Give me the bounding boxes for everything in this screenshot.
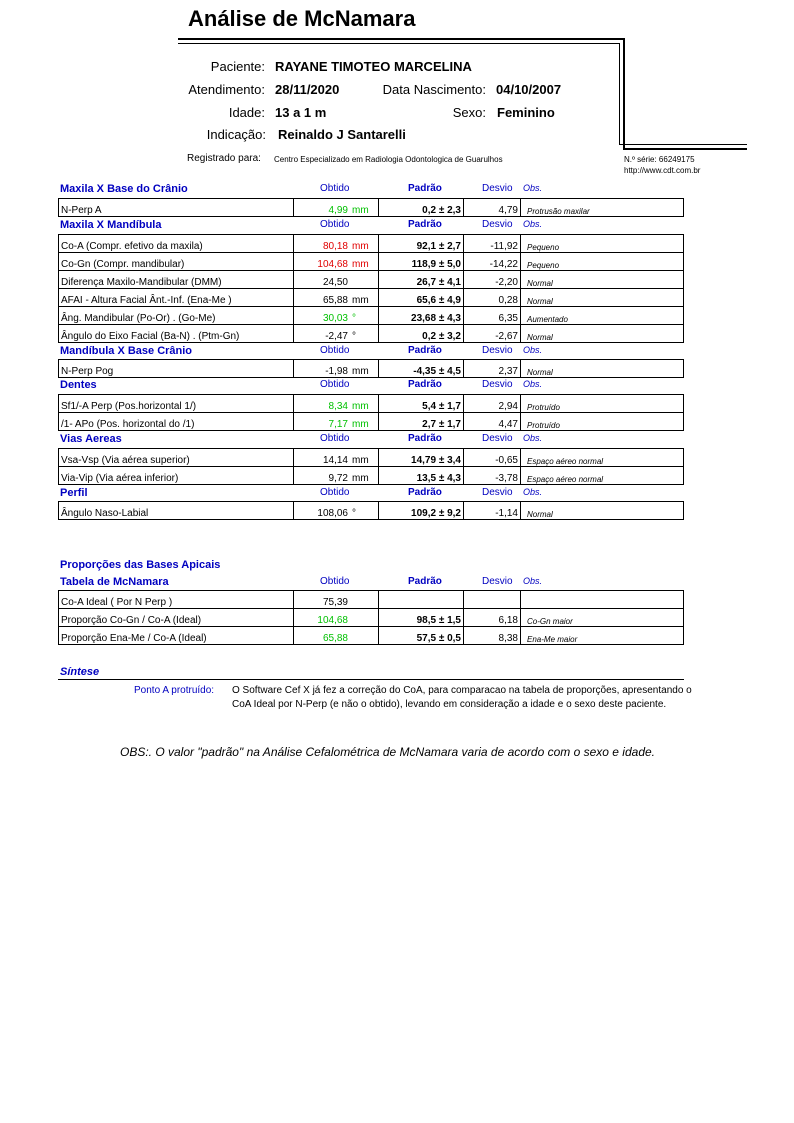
obs-value: Protruído xyxy=(521,395,684,413)
obtido-value: 4,99 xyxy=(328,205,348,216)
padrao-value: 14,79 ± 3,4 xyxy=(379,449,464,467)
table-row xyxy=(59,307,684,325)
measure-name: Co-Gn (Compr. mandibular) xyxy=(59,253,294,271)
obs-value: Ena-Me maior xyxy=(521,627,684,645)
proporcoes-title: Proporções das Bases Apicais xyxy=(60,559,221,571)
indicacao-value: Reinaldo J Santarelli xyxy=(278,127,406,142)
table-row xyxy=(59,360,684,378)
frame-line xyxy=(178,43,620,44)
measure-value xyxy=(294,235,379,253)
obtido-value: 65,88 xyxy=(322,633,348,644)
column-header-desvio: Desvio xyxy=(482,183,513,194)
measure-value xyxy=(294,395,379,413)
desvio-value: -1,14 xyxy=(464,502,521,520)
section-title: Perfil xyxy=(60,487,88,499)
obtido-unit: mm xyxy=(352,366,369,377)
measure-name: Sf1/-A Perp (Pos.horizontal 1/) xyxy=(59,395,294,413)
table-row xyxy=(59,467,684,485)
measure-name: /1- APo (Pos. horizontal do /1) xyxy=(59,413,294,431)
measure-name: Ângulo Naso-Labial xyxy=(59,502,294,520)
paciente-label: Paciente: xyxy=(210,59,265,74)
obtido-unit: mm xyxy=(352,205,369,216)
frame-line xyxy=(619,43,620,144)
column-header-obs: Obs. xyxy=(523,345,543,355)
measurement-table xyxy=(58,359,684,378)
measurement-table xyxy=(58,394,684,431)
column-header-obs: Obs. xyxy=(523,576,543,586)
measure-name: Ângulo do Eixo Facial (Ba-N) . (Ptm-Gn) xyxy=(59,325,294,343)
obs-value: Pequeno xyxy=(521,253,684,271)
padrao-value: 98,5 ± 1,5 xyxy=(379,609,464,627)
column-header-desvio: Desvio xyxy=(482,576,513,587)
padrao-value: 2,7 ± 1,7 xyxy=(379,413,464,431)
obs-value: Aumentado xyxy=(521,307,684,325)
measure-name: Diferença Maxilo-Mandibular (DMM) xyxy=(59,271,294,289)
measure-value xyxy=(294,253,379,271)
desvio-value xyxy=(464,591,521,609)
sintese-text: O Software Cef X já fez a correção do CoA, para comparacao na tabela de proporções, apresentando o CoA Ideal por N-Perp (e não o obtido), levando em consideração a idade e o sexo deste paciente. xyxy=(232,685,692,710)
column-header-obtido: Obtido xyxy=(320,219,350,230)
desvio-value: 6,35 xyxy=(464,307,521,325)
column-header-obtido: Obtido xyxy=(320,433,350,444)
column-header-desvio: Desvio xyxy=(482,487,513,498)
measurement-table xyxy=(58,234,684,343)
section-title: Maxila X Base do Crânio xyxy=(60,183,188,195)
column-header-padrao: Padrão xyxy=(408,219,442,230)
column-header-obtido: Obtido xyxy=(320,183,350,194)
atendimento-value: 28/11/2020 xyxy=(275,82,340,97)
column-header-padrao: Padrão xyxy=(408,487,442,498)
section-title: Mandíbula X Base Crânio xyxy=(60,345,193,357)
nascimento-label: Data Nascimento: xyxy=(382,82,486,97)
frame-line xyxy=(178,38,623,40)
obtido-unit: mm xyxy=(352,259,369,270)
table-row xyxy=(59,449,684,467)
desvio-value: -11,92 xyxy=(464,235,521,253)
column-header-obtido: Obtido xyxy=(320,487,350,498)
table-row xyxy=(59,627,684,645)
section-title: Vias Aereas xyxy=(60,433,122,445)
column-header-desvio: Desvio xyxy=(482,379,513,390)
table-row xyxy=(59,609,684,627)
column-header-obs: Obs. xyxy=(523,379,543,389)
sintese-divider xyxy=(58,679,684,680)
padrao-value: 0,2 ± 2,3 xyxy=(379,199,464,217)
obs-value: Pequeno xyxy=(521,235,684,253)
padrao-value xyxy=(379,591,464,609)
padrao-value: 109,2 ± 9,2 xyxy=(379,502,464,520)
obs-value: Normal xyxy=(521,502,684,520)
measure-value xyxy=(294,289,379,307)
table-row xyxy=(59,253,684,271)
obs-value: Espaço aéreo normal xyxy=(521,449,684,467)
measure-value xyxy=(294,271,379,289)
measure-value xyxy=(294,502,379,520)
obtido-unit: ° xyxy=(352,508,356,519)
sexo-value: Feminino xyxy=(497,105,555,120)
indicacao-label: Indicação: xyxy=(206,127,266,142)
measure-name: Via-Vip (Via aérea inferior) xyxy=(59,467,294,485)
obtido-value: 7,17 xyxy=(328,419,348,430)
padrao-value: 65,6 ± 4,9 xyxy=(379,289,464,307)
obtido-unit: mm xyxy=(352,295,369,306)
obtido-value: 104,68 xyxy=(317,615,348,626)
registrado-value: Centro Especializado em Radiologia Odontologica de Guarulhos xyxy=(274,155,503,164)
frame-line xyxy=(619,144,747,145)
table-row xyxy=(59,199,684,217)
obs-value: Normal xyxy=(521,271,684,289)
obtido-value: -2,47 xyxy=(325,331,348,342)
table-row xyxy=(59,395,684,413)
column-header-desvio: Desvio xyxy=(482,345,513,356)
desvio-value: 0,28 xyxy=(464,289,521,307)
serie-number: N.º série: 66249175 xyxy=(624,155,695,164)
measurement-table xyxy=(58,448,684,485)
padrao-value: -4,35 ± 4,5 xyxy=(379,360,464,378)
obtido-value: 75,39 xyxy=(322,597,348,608)
column-header-desvio: Desvio xyxy=(482,433,513,444)
idade-value: 13 a 1 m xyxy=(275,105,327,120)
padrao-value: 118,9 ± 5,0 xyxy=(379,253,464,271)
obtido-unit: mm xyxy=(352,419,369,430)
measure-name: Vsa-Vsp (Via aérea superior) xyxy=(59,449,294,467)
measure-name: N-Perp Pog xyxy=(59,360,294,378)
frame-line xyxy=(623,148,747,150)
table-row xyxy=(59,289,684,307)
obtido-value: 30,03 xyxy=(322,313,348,324)
column-header-padrao: Padrão xyxy=(408,183,442,194)
obs-value: Espaço aéreo normal xyxy=(521,467,684,485)
sintese-label: Ponto A protruído: xyxy=(134,685,215,696)
sexo-label: Sexo: xyxy=(452,105,486,120)
measure-name: Âng. Mandibular (Po-Or) . (Go-Me) xyxy=(59,307,294,325)
table-row xyxy=(59,235,684,253)
padrao-value: 13,5 ± 4,3 xyxy=(379,467,464,485)
table-row xyxy=(59,502,684,520)
column-header-padrao: Padrão xyxy=(408,379,442,390)
padrao-value: 57,5 ± 0,5 xyxy=(379,627,464,645)
table-row xyxy=(59,271,684,289)
measure-name: N-Perp A xyxy=(59,199,294,217)
frame-line xyxy=(623,38,625,148)
obs-value: Co-Gn maior xyxy=(521,609,684,627)
obtido-unit: mm xyxy=(352,401,369,412)
obtido-unit: ° xyxy=(352,331,356,342)
column-header-padrao: Padrão xyxy=(408,576,442,587)
measure-value xyxy=(294,467,379,485)
measure-value xyxy=(294,360,379,378)
column-header-obs: Obs. xyxy=(523,219,543,229)
measure-name: Co-A Ideal ( Por N Perp ) xyxy=(59,591,294,609)
obtido-unit: mm xyxy=(352,473,369,484)
obtido-value: 14,14 xyxy=(322,455,348,466)
column-header-obtido: Obtido xyxy=(320,379,350,390)
desvio-value: -2,20 xyxy=(464,271,521,289)
desvio-value: 4,47 xyxy=(464,413,521,431)
measure-value xyxy=(294,325,379,343)
obs-value: Normal xyxy=(521,289,684,307)
website-url: http://www.cdt.com.br xyxy=(624,166,701,175)
desvio-value: 4,79 xyxy=(464,199,521,217)
table-row xyxy=(59,413,684,431)
obtido-unit: mm xyxy=(352,241,369,252)
column-header-obtido: Obtido xyxy=(320,345,350,356)
obs-value xyxy=(521,591,684,609)
column-header-padrao: Padrão xyxy=(408,433,442,444)
paciente-value: RAYANE TIMOTEO MARCELINA xyxy=(275,59,472,74)
padrao-value: 26,7 ± 4,1 xyxy=(379,271,464,289)
desvio-value: -3,78 xyxy=(464,467,521,485)
obtido-unit: ° xyxy=(352,313,356,324)
obtido-unit: mm xyxy=(352,455,369,466)
obs-value: Normal xyxy=(521,360,684,378)
obtido-value: 8,34 xyxy=(328,401,348,412)
column-header-obs: Obs. xyxy=(523,487,543,497)
measure-value xyxy=(294,627,379,645)
measure-value xyxy=(294,199,379,217)
column-header-obtido: Obtido xyxy=(320,576,350,587)
obtido-value: 24,50 xyxy=(322,277,348,288)
measurement-table xyxy=(58,198,684,217)
obtido-value: 80,18 xyxy=(322,241,348,252)
desvio-value: -0,65 xyxy=(464,449,521,467)
desvio-value: 2,94 xyxy=(464,395,521,413)
idade-label: Idade: xyxy=(228,105,265,120)
column-header-padrao: Padrão xyxy=(408,345,442,356)
measurement-table xyxy=(58,590,684,645)
table-row xyxy=(59,325,684,343)
desvio-value: 6,18 xyxy=(464,609,521,627)
section-title: Dentes xyxy=(60,379,97,391)
measure-name: AFAI - Altura Facial Ânt.-Inf. (Ena-Me ) xyxy=(59,289,294,307)
section-title: Maxila X Mandíbula xyxy=(60,219,162,231)
measurement-table xyxy=(58,501,684,520)
measure-value xyxy=(294,307,379,325)
proporcoes-subtitle: Tabela de McNamara xyxy=(60,576,169,588)
obs-value: Normal xyxy=(521,325,684,343)
measure-name: Proporção Ena-Me / Co-A (Ideal) xyxy=(59,627,294,645)
nascimento-value: 04/10/2007 xyxy=(496,82,562,97)
obs-value: Protrusão maxilar xyxy=(521,199,684,217)
desvio-value: -14,22 xyxy=(464,253,521,271)
desvio-value: 2,37 xyxy=(464,360,521,378)
obtido-value: 65,88 xyxy=(322,295,348,306)
measure-name: Proporção Co-Gn / Co-A (Ideal) xyxy=(59,609,294,627)
measure-value xyxy=(294,449,379,467)
obtido-value: -1,98 xyxy=(325,366,348,377)
obtido-value: 108,06 xyxy=(317,508,348,519)
column-header-desvio: Desvio xyxy=(482,219,513,230)
table-row xyxy=(59,591,684,609)
measure-value xyxy=(294,609,379,627)
sintese-title: Síntese xyxy=(60,666,100,678)
obtido-value: 9,72 xyxy=(328,473,348,484)
desvio-value: -2,67 xyxy=(464,325,521,343)
measure-value xyxy=(294,591,379,609)
atendimento-label: Atendimento: xyxy=(188,82,265,97)
page-title: Análise de McNamara xyxy=(188,6,416,31)
padrao-value: 92,1 ± 2,7 xyxy=(379,235,464,253)
column-header-obs: Obs. xyxy=(523,183,543,193)
measure-value xyxy=(294,413,379,431)
padrao-value: 23,68 ± 4,3 xyxy=(379,307,464,325)
desvio-value: 8,38 xyxy=(464,627,521,645)
obtido-value: 104,68 xyxy=(317,259,348,270)
column-header-obs: Obs. xyxy=(523,433,543,443)
padrao-value: 0,2 ± 3,2 xyxy=(379,325,464,343)
measure-name: Co-A (Compr. efetivo da maxila) xyxy=(59,235,294,253)
registrado-label: Registrado para: xyxy=(187,153,261,164)
padrao-value: 5,4 ± 1,7 xyxy=(379,395,464,413)
obs-value: Protruído xyxy=(521,413,684,431)
obs-note: OBS:. O valor "padrão" na Análise Cefalométrica de McNamara varia de acordo com o sexo e idade. xyxy=(120,745,656,759)
